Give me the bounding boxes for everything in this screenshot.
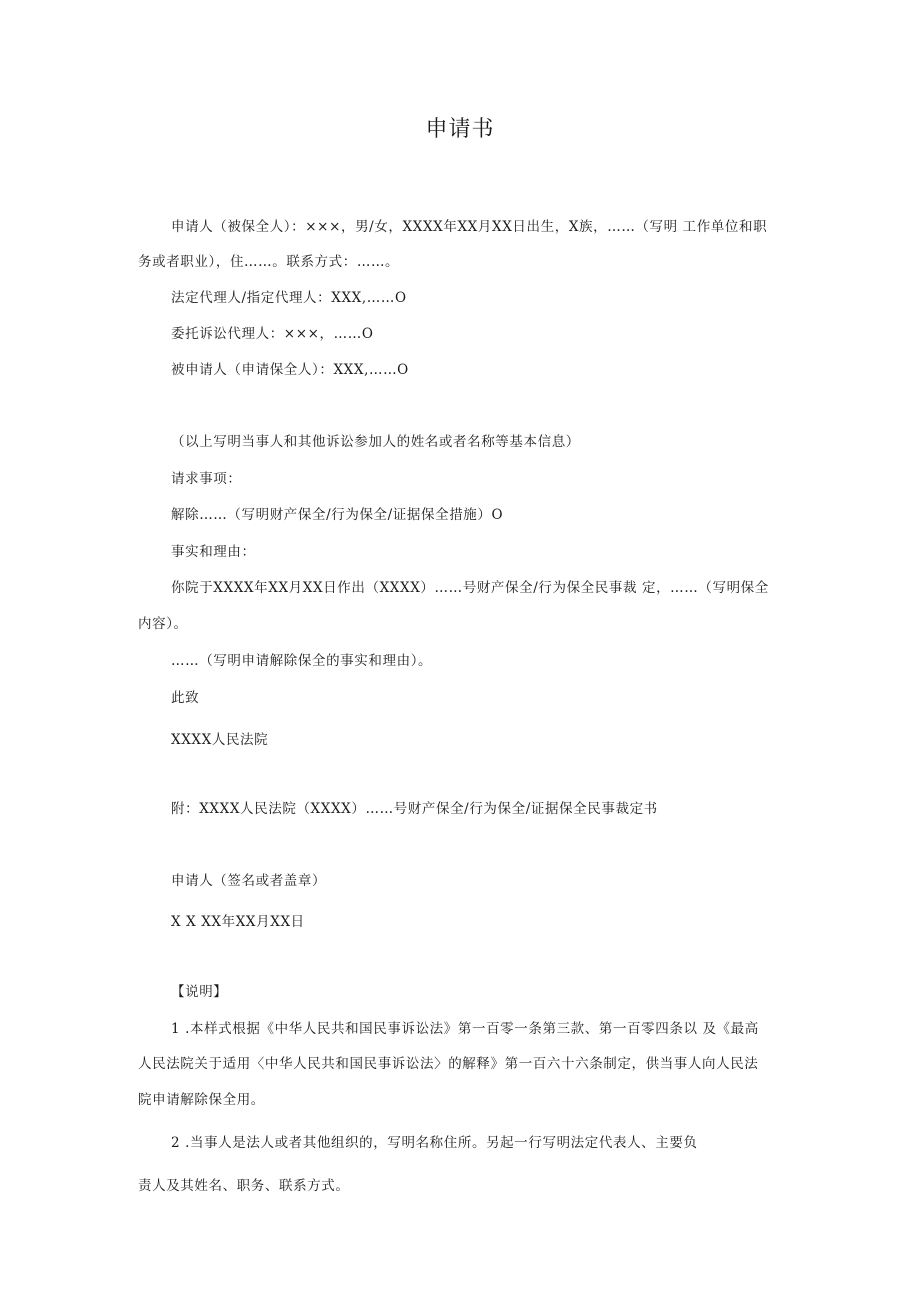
facts-heading: 事实和理由：: [171, 544, 256, 560]
applicant-line-1: 申请人（被保全人）：×××，男/女，XXXX年XX月XX日出生，X族，……（写明 工作单位和职: [171, 219, 768, 235]
explanation-item-1-line-2: 人民法院关于适用〈中华人民共和国民事诉讼法〉的解释》第一百六十六条制定，供当事人向人民法: [138, 1056, 759, 1072]
claims-content: 解除……（写明财产保全/行为保全/证据保全措施）O: [171, 507, 504, 523]
explanation-item-2-line-2: 责人及其姓名、职务、联系方式。: [138, 1178, 350, 1194]
party-info-note: （以上写明当事人和其他诉讼参加人的姓名或者名称等基本信息）: [171, 434, 580, 450]
explanation-item-1-line-1: 1 .本样式根据《中华人民共和国民事诉讼法》第一百零一条第三款、第一百零四条以 及《最高: [171, 1021, 759, 1037]
explanation-item-1-line-3: 院申请解除保全用。: [138, 1092, 265, 1108]
explanation-item-2-line-1: 2 .当事人是法人或者其他组织的，写明名称住所。另起一行写明法定代表人、主要负: [171, 1135, 698, 1151]
claims-heading: 请求事项：: [171, 471, 242, 487]
litigation-agent-line: 委托诉讼代理人：×××，……O: [171, 326, 374, 342]
respondent-line: 被申请人（申请保全人）：XXX,……O: [171, 362, 409, 378]
addressee-court: XXXX人民法院: [171, 732, 269, 748]
salutation: 此致: [171, 690, 200, 706]
signature-label: 申请人（签名或者盖章）: [171, 873, 327, 889]
facts-line-2: 内容）。: [138, 616, 188, 632]
document-title: 申请书: [425, 117, 495, 142]
attachment-line: 附：XXXX人民法院（XXXX）……号财产保全/行为保全/证据保全民事裁定书: [171, 801, 658, 817]
applicant-line-2: 务或者职业），住……。联系方式：……。: [138, 254, 400, 270]
facts-line-1: 你院于XXXX年XX月XX日作出（XXXX）……号财产保全/行为保全民事裁 定，……（写明保全: [171, 580, 769, 596]
legal-agent-line: 法定代理人/指定代理人：XXX,……O: [171, 290, 407, 306]
facts-line-3: ……（写明申请解除保全的事实和理由）。: [171, 653, 433, 669]
explanation-heading: 【说明】: [171, 984, 228, 1000]
signature-date: X X XX年XX月XX日: [171, 914, 305, 930]
